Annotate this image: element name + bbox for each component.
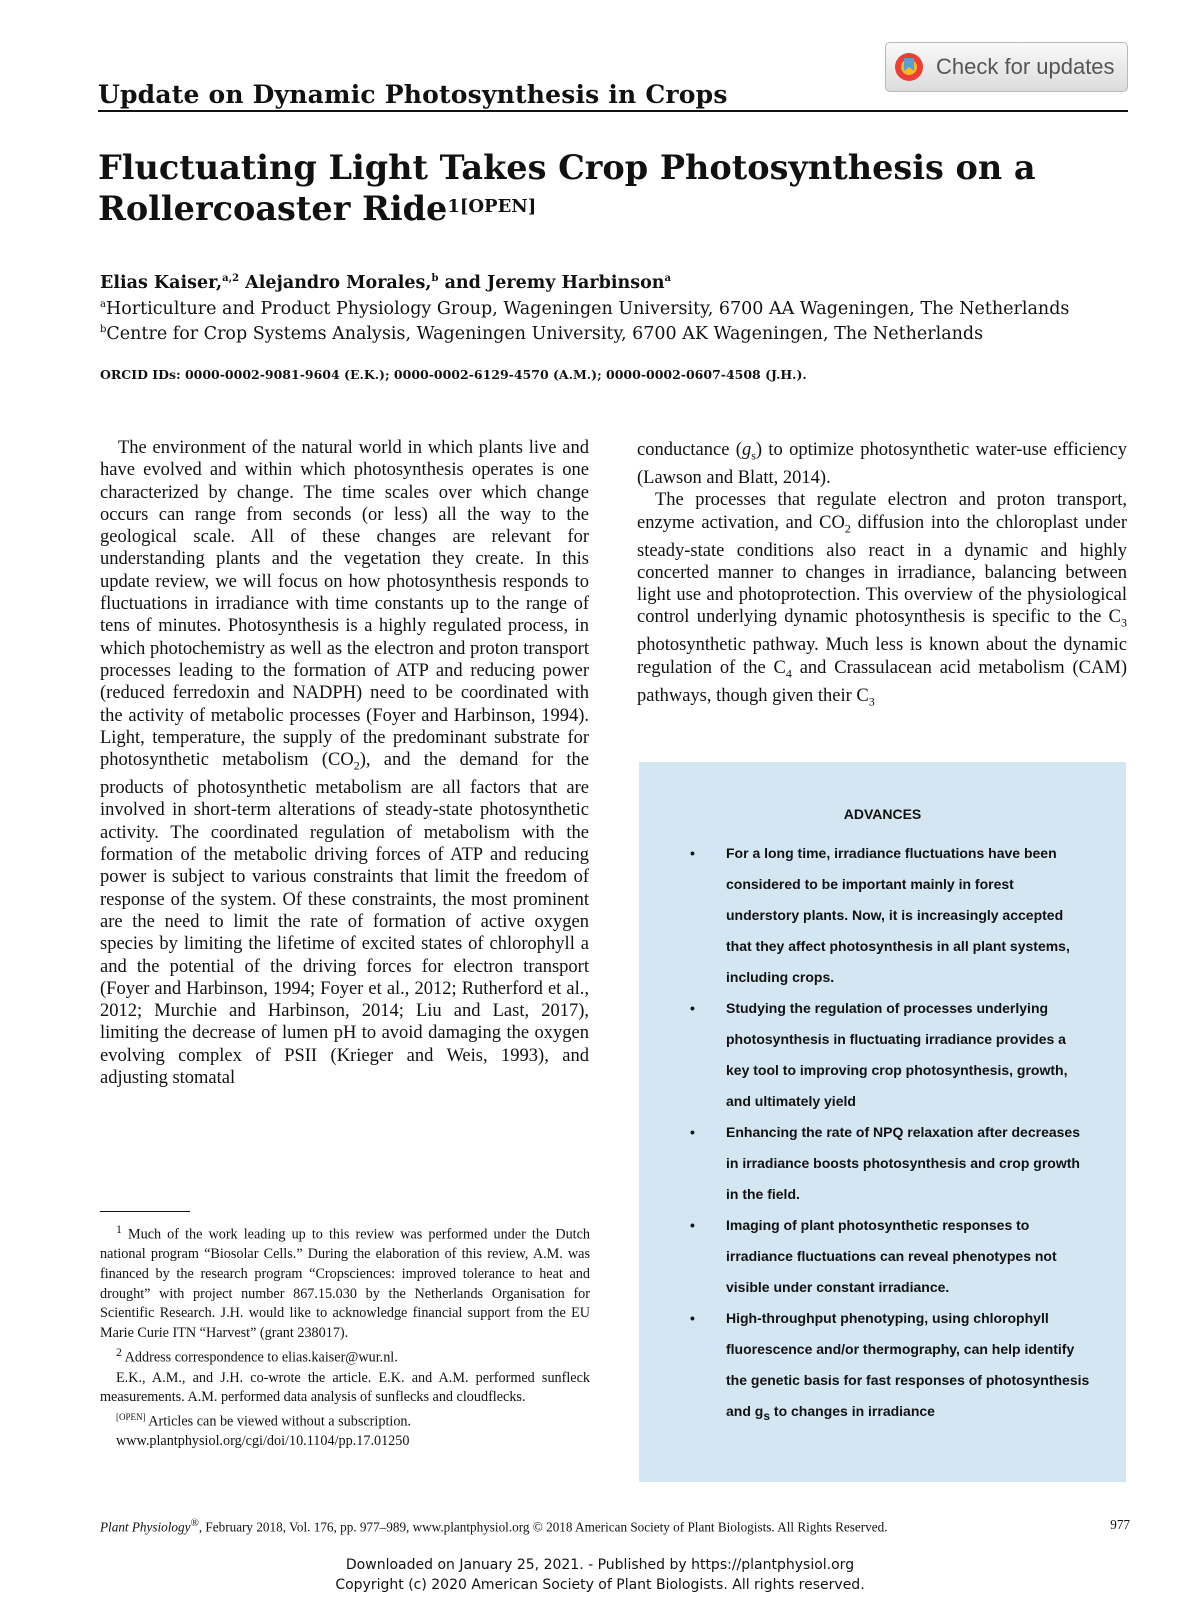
- page-number: 977: [1110, 1517, 1130, 1532]
- subscript: 3: [868, 694, 875, 709]
- bullet: •: [690, 1124, 695, 1140]
- footnotes: [100, 1220, 590, 1452]
- orcid-ids: ORCID IDs: 0000-0002-9081-9604 (E.K.); 0000-0002-6129-4570 (A.M.); 0000-0002-0607-4508 (J.H.).: [100, 367, 807, 382]
- advances-item-text: to changes in irradiance: [770, 1403, 935, 1419]
- footnote: [100, 1432, 590, 1452]
- bullet: •: [690, 845, 695, 861]
- footnote-rule: [100, 1211, 190, 1212]
- article-title: [98, 147, 1098, 229]
- bullet: •: [690, 1217, 695, 1233]
- journal-citation: , February 2018, Vol. 176, pp. 977–989, www.plantphysiol.org © 2018 American Society of Plant Biologists. All Rights Reserved.: [198, 1519, 888, 1535]
- bullet: •: [690, 1310, 695, 1326]
- advances-item: [690, 993, 1090, 1117]
- subscript: 2: [844, 521, 851, 536]
- check-for-updates-button[interactable]: [885, 42, 1128, 92]
- footnote: [100, 1220, 590, 1343]
- author-list: [100, 273, 671, 293]
- advances-item-text: Studying the regulation of processes underlying photosynthesis in fluctuating irradiance provides a key tool to improving crop photosynthesis, growth, and ultimately yield: [726, 1000, 1068, 1109]
- footnote-text: Address correspondence to elias.kaiser@wur.nl.: [121, 1350, 398, 1367]
- subscript: s: [763, 1408, 771, 1423]
- text-run: The processes that regulate electron and proton transport, enzyme activation, and CO: [637, 490, 1127, 533]
- advances-item-text: For a long time, irradiance fluctuations have been considered to be important mainly in forest understory plants. Now, it is increasingly accepted that they affect photosynthesis in all plant systems, including crops.: [726, 845, 1070, 985]
- body-left-column: [100, 437, 589, 1089]
- affiliation-text: Horticulture and Product Physiology Group, Wageningen University, 6700 AA Wageningen, The Netherlands: [105, 299, 1070, 319]
- footnote: [100, 1343, 590, 1368]
- advances-item: [690, 838, 1090, 993]
- advances-item-text: Imaging of plant photosynthetic responses to irradiance fluctuations can reveal phenotypes not visible under constant irradiance.: [726, 1217, 1057, 1295]
- journal-footer: [100, 1517, 1130, 1535]
- header-rule: [98, 110, 1128, 112]
- author-morales[interactable]: Alejandro Morales,: [239, 273, 432, 293]
- subscript: 2: [353, 758, 360, 773]
- advances-title: ADVANCES: [843, 806, 922, 822]
- symbol: g: [741, 440, 752, 460]
- affiliation-mark: a: [100, 299, 106, 311]
- affiliation: [100, 324, 983, 344]
- author-sup: a: [664, 273, 671, 285]
- paragraph: [637, 439, 1127, 489]
- body-right-column: [637, 439, 1127, 713]
- author-harbinson[interactable]: and Jeremy Harbinson: [438, 273, 665, 293]
- paragraph: [100, 437, 589, 1089]
- footnote-text: Much of the work leading up to this review was performed under the Dutch national program “Biosolar Cells.” During the elaboration of this review, A.M. was financed by the research program “Cropsciences: improved tolerance to heat and drought” with project number 867.15.030 by the Netherlands Organisation for Scientific Research. J.H. would like to acknowledge financial support from the EU Marie Curie ITN “Harvest” (grant 238017).: [100, 1226, 590, 1341]
- affiliation-mark: b: [100, 324, 107, 336]
- author-kaiser[interactable]: Elias Kaiser,: [100, 273, 223, 293]
- advances-item: [690, 1117, 1090, 1210]
- title-superscript: 1[OPEN]: [447, 196, 537, 217]
- footnote: [100, 1369, 590, 1408]
- text-run: The environment of the natural world in which plants live and have evolved and within which photosynthesis operates is one characterized by change. The time scales over which change occurs can range from seconds (or less) all the way to the geological scale. All of these changes are relevant for understanding plants and the vegetation they create. In this update review, we will focus on how photosynthesis responds to fluctuations in irradiance with time constants up to the range of tens of minutes. Photosynthesis is a highly regulated process, in which photochemistry as well as the electron and proton transport processes leading to the formation of ATP and reducing power (reduced ferredoxin and NADPH) need to be coordinated with the activity of metabolic processes (Foyer and Harbinson, 1994). Light, temperature, the supply of the predominant substrate for photosynthetic metabolism (CO: [100, 438, 589, 771]
- author-sup: a,2: [222, 273, 240, 285]
- download-notice: Downloaded on January 25, 2021. - Published by https://plantphysiol.org: [345, 1557, 855, 1573]
- affiliation: [100, 299, 1069, 319]
- bullet: •: [690, 1000, 695, 1016]
- text-run: ), and the demand for the products of photosynthetic metabolism are all factors that are involved in short-term alterations of steady-state photosynthetic activity. The coordinated regulation of metabolism with the formation of the metabolic driving forces of ATP and reducing power is subject to various constraints that limit the freedom of response of the system. Of these constraints, the most prominent are the need to limit the rate of formation of active oxygen species by limiting the lifetime of excited states of chlorophyll a and the potential of the driving forces for electron transport (Foyer and Harbinson, 1994; Foyer et al., 2012; Rutherford et al., 2012; Murchie and Harbinson, 2014; Liu and Last, 2017), limiting the decrease of lumen pH to avoid damaging the oxygen evolving complex of PSII (Krieger and Weis, 1993), and adjusting stomatal: [100, 750, 589, 1088]
- text-run: and Crassulacean acid metabolism (CAM) pathways, though given their C: [637, 657, 1127, 706]
- subscript: 4: [785, 666, 792, 681]
- advances-item: [690, 1303, 1090, 1432]
- subscript: s: [751, 448, 756, 463]
- subscript: 3: [1121, 616, 1127, 631]
- footnote: [100, 1408, 590, 1432]
- footnote-mark: [OPEN]: [116, 1411, 146, 1422]
- text-run: diffusion into the chloroplast under steady-state conditions also react in a dynamic and highly concerted manner to changes in irradiance, balancing between light use and photoprotection. This overview of the physiological control underlying dynamic photosynthesis is specific to the C: [637, 512, 1127, 628]
- footnote-mark: 1: [116, 1222, 122, 1236]
- author-sup: b: [431, 273, 439, 285]
- doi-link[interactable]: www.plantphysiol.org/cgi/doi/10.1104/pp.17.01250: [116, 1433, 410, 1450]
- crossmark-icon: [894, 52, 924, 82]
- paragraph: [637, 489, 1127, 712]
- advances-item-text: High-throughput phenotyping, using chlorophyll fluorescence and/or thermography, can help identify the genetic basis for fast responses of photosynthesis and g: [726, 1310, 1090, 1419]
- affiliation-text: Centre for Crop Systems Analysis, Wageningen University, 6700 AK Wageningen, The Netherlands: [106, 324, 984, 344]
- series-heading: Update on Dynamic Photosynthesis in Crops: [98, 80, 728, 109]
- journal-name: Plant Physiology: [100, 1519, 191, 1535]
- check-for-updates-label: Check for updates: [936, 54, 1115, 79]
- title-line2: Rollercoaster Ride: [98, 189, 448, 228]
- advances-item-text: Enhancing the rate of NPQ relaxation after decreases in irradiance boosts photosynthesis and crop growth in the field.: [726, 1124, 1081, 1202]
- footnote-text: Articles can be viewed without a subscription.: [145, 1413, 412, 1430]
- footnote-mark: 2: [116, 1345, 122, 1360]
- title-line1: Fluctuating Light Takes Crop Photosynthesis on a: [98, 148, 1036, 187]
- journal-reg: ®: [190, 1517, 199, 1529]
- text-run: ) to optimize photosynthetic water-use efficiency (Lawson and Blatt, 2014).: [637, 440, 1128, 488]
- footnote-text: E.K., A.M., and J.H. co-wrote the article. E.K. and A.M. performed sunfleck measurements. A.M. performed data analysis of sunflecks and cloudflecks.: [100, 1369, 590, 1406]
- text-run: conductance (: [637, 440, 742, 460]
- copyright-notice: Copyright (c) 2020 American Society of Plant Biologists. All rights reserved.: [335, 1577, 865, 1593]
- advances-list: [690, 838, 1090, 1432]
- advances-item: [690, 1210, 1090, 1303]
- text-run: photosynthetic pathway. Much less is known about the dynamic regulation of the C: [637, 635, 1127, 678]
